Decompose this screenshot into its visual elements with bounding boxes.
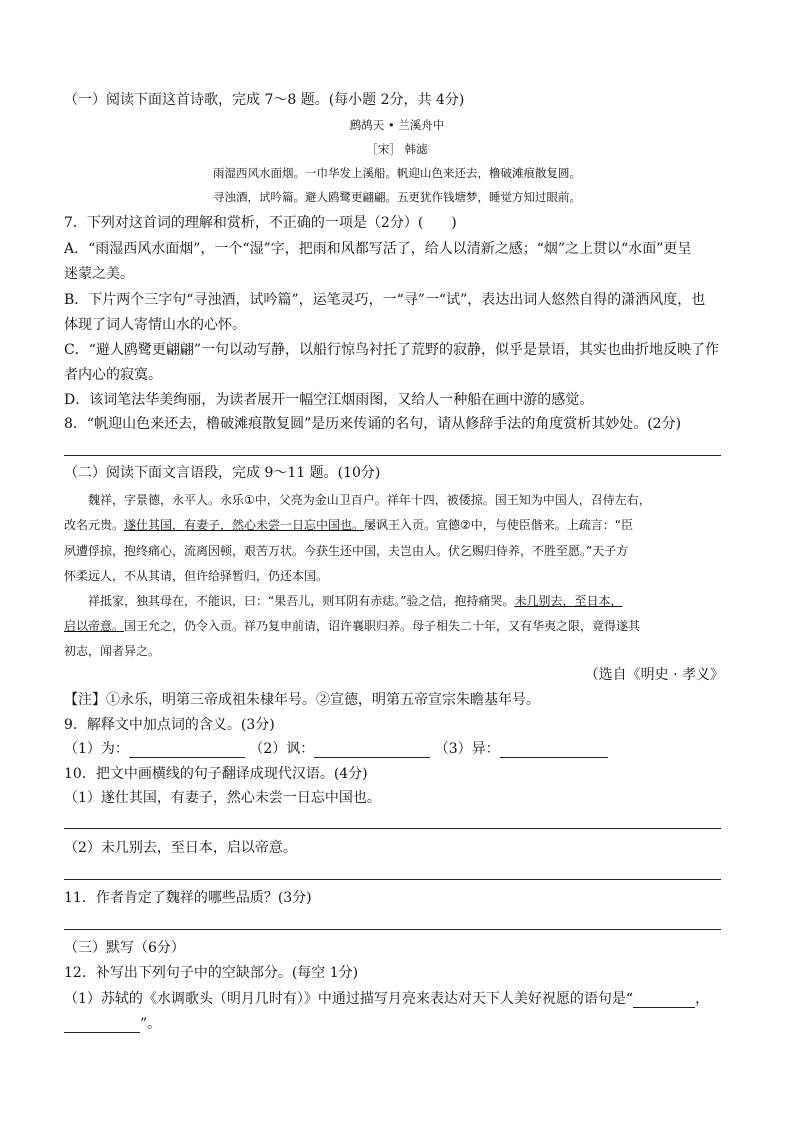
question-10-2: （2）未几别去，至日本，启以帝意。 [64, 840, 297, 856]
passage-line: 魏祥，字景德，永平人。永乐①中，父亮为金山卫百户。祥年十四，被倭掠。国王知为中国人，召侍左右， [64, 493, 651, 507]
question-8: 8．“帆迎山色来还去，橹破滩痕散复圆”是历来传诵的名句，请从修辞手法的角度赏析其妙处。(2分) [64, 416, 682, 432]
underlined-sentence-2: 未几别去，至日本， [514, 594, 623, 608]
section-1-header: （一）阅读下面这首诗歌，完成 7～8 题。(每小题 2分，共 4分) [64, 92, 465, 108]
option-7d: D．该词笔法华美绚丽，为读者展开一幅空江烟雨图，又给人一种船在画中游的感觉。 [64, 392, 594, 408]
passage-line [64, 593, 622, 609]
option-7c-line-2: 者内心的寂寞。 [64, 367, 162, 383]
passage-text: 祥抵家，独其母在，不能识，曰：“果吾儿，则耳阴有赤痣。”验之信，抱持痛哭。 [64, 594, 515, 608]
underlined-sentence-2-cont: 启以帝意。 [64, 619, 125, 633]
section-3-header: （三）默写（6分） [64, 940, 185, 956]
poem-author: ［宋］ 韩滤 [366, 142, 428, 156]
answer-line-8[interactable] [64, 455, 721, 456]
q12-blank-1[interactable] [633, 993, 695, 1008]
question-9: 9．解释文中加点词的含义。(3分) [64, 717, 275, 733]
answer-line-10-1[interactable] [64, 828, 721, 829]
poem-line-2: 寻浊酒，试吟篇。避人鸥鹭更翩翩。五更犹作钱塘梦，睡觉方知过眼前。 [213, 190, 581, 204]
question-10-1: （1）遂仕其国，有妻子，然心未尝一日忘中国也。 [64, 790, 381, 806]
q12-1-close: ”。 [140, 1016, 162, 1032]
q9-label-2: （2）讽： [249, 741, 315, 757]
passage-text: 屡讽王入贡。宣德②中，与使臣偕来。上疏言：“臣 [364, 518, 634, 532]
passage-line: 夙遭俘掠，抱终痛心，流离因顿，艰苦万状。今获生还中国，夫岂由人。伏乞赐归侍养，不胜至愿。”天子方 [64, 544, 629, 558]
question-7: 7．下列对这首词的理解和赏析，不正确的一项是（2分）( ) [64, 215, 457, 231]
passage-line [64, 517, 633, 533]
passage-text: 改名元贵。 [64, 518, 125, 532]
option-7a-line-2: 迷蒙之美。 [64, 266, 134, 282]
question-12-1-cont [64, 1015, 161, 1033]
footnote: 【注】①永乐，明第三帝成祖朱棣年号。②宣德，明第五帝宣宗朱瞻基年号。 [64, 692, 540, 708]
q12-blank-2[interactable] [64, 1018, 140, 1033]
answer-line-11[interactable] [64, 929, 721, 930]
question-12: 12．补写出下列句子中的空缺部分。(每空 1分) [64, 965, 359, 981]
passage-line: 初志，闻者异之。 [64, 644, 161, 658]
q12-1-text: （1）苏轼的《水调歌头（明月几时有）》中通过描写月亮来表达对天下人美好祝愿的语句是“ [64, 991, 634, 1007]
question-12-1 [64, 990, 709, 1008]
question-9-blanks [64, 740, 608, 758]
passage-line [64, 618, 640, 634]
source-citation: （选自《明史 · 孝义》 [584, 667, 724, 683]
option-7b-line-1: B．下片两个三字句“寻浊酒，试吟篇”，运笔灵巧，一“寻”一“试”，表达出词人悠然自得的潇洒风度，也 [64, 292, 706, 308]
q9-label-1: （1）为： [64, 741, 129, 757]
option-7a-line-1: A．“雨湿西风水面烟”，一个“湿”字，把雨和风都写活了，给人以清新之感；“烟”之上贯以“水面”更呈 [64, 241, 692, 257]
option-7c-line-1: C．“避人鸥鹭更翩翩”一句以动写静，以船行惊鸟衬托了荒野的寂静，似乎是景语，其实也曲折地反映了作 [64, 342, 720, 358]
q9-label-3: （3）异： [434, 741, 500, 757]
question-10: 10．把文中画横线的句子翻译成现代汉语。(4分) [64, 766, 368, 782]
section-2-header: （二）阅读下面文言语段，完成 9～11 题。(10分) [64, 465, 381, 481]
q9-blank-2[interactable] [314, 743, 430, 758]
answer-line-10-2[interactable] [64, 879, 721, 880]
underlined-sentence-1: 遂仕其国，有妻子，然心未尝一日忘中国也。 [124, 518, 365, 532]
question-11: 11．作者肯定了魏祥的哪些品质？(3分) [64, 890, 312, 906]
q9-blank-3[interactable] [500, 743, 608, 758]
passage-line: 怀柔远人，不从其请，但许给驿暂归，仍还本国。 [64, 569, 329, 583]
q12-1-comma: ， [695, 991, 710, 1007]
poem-line-1: 雨湿西风水面烟。一巾华发上溪船。帆迎山色来还去，橹破滩痕散复圆。 [213, 166, 581, 180]
option-7b-line-2: 体现了词人寄情山水的心怀。 [64, 317, 246, 333]
q9-blank-1[interactable] [129, 743, 245, 758]
poem-title: 鹧鸪天 • 兰溪舟中 [349, 118, 445, 132]
passage-text: 国王允之，仍令入贡。祥乃复申前请，诏许襄职归养。母子相失二十年，又有华夷之限，竟得遂其 [124, 619, 641, 633]
